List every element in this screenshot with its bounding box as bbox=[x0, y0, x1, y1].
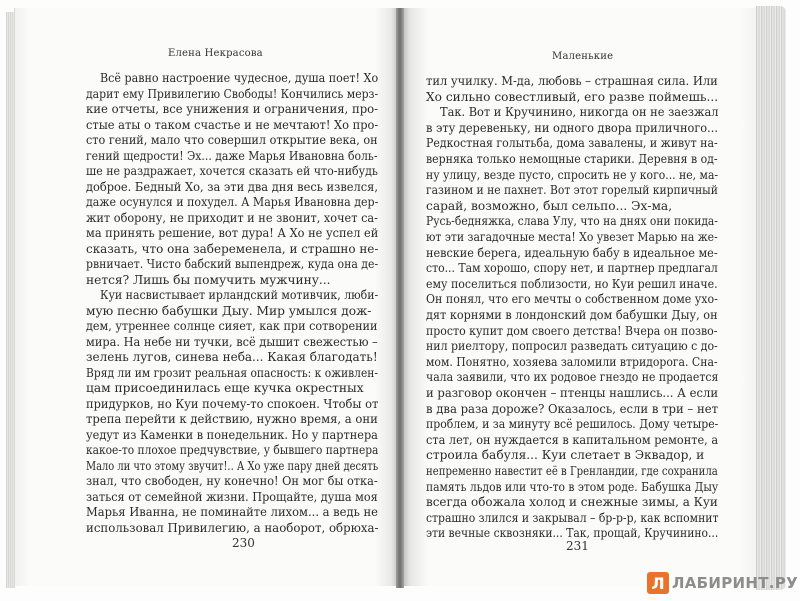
text-line: невские берега, идеальную бабу в идеальное ме- bbox=[426, 245, 718, 260]
text-line: сто... Там хорошо, спору нет, и партнер предлагал bbox=[426, 261, 718, 276]
text-line: придурков, но Куи почему-то спокоен. Чтобы от bbox=[86, 396, 379, 411]
text-line: Всё равно настроение чудесное, душа поет! Хо bbox=[100, 71, 379, 85]
text-line: гений щедрости! Эх... даже Марья Ивановна боль- bbox=[86, 148, 378, 163]
text-line: сказать, что она забеременела, и страшно не- bbox=[86, 241, 379, 256]
text-line: мира. На небе ни тучки, всё дышит свежестью – bbox=[86, 334, 378, 349]
right-page-number: 231 bbox=[566, 539, 589, 553]
text-line: дем, утреннее солнце сияет, как при сотворении bbox=[86, 319, 378, 333]
text-line: и разговор окончен – птенцы нашлись... А если bbox=[426, 386, 719, 400]
text-line: ста лет, он нуждается в капитальном ремонте, а bbox=[426, 432, 719, 447]
text-line: Мало ли что этому звучит!.. А Хо уже пару дней десять bbox=[86, 458, 379, 473]
text-line: зелень лугов, синева неба... Какая благодать! bbox=[86, 350, 378, 364]
text-line: тил училку. М-да, любовь – страшная сила. Или bbox=[426, 74, 718, 88]
text-line: нется? Лишь бы помучить мужчину... bbox=[86, 272, 331, 287]
text-line: Русь-бедняжка, слава Улу, что на днях они покида- bbox=[426, 214, 718, 229]
text-line: ма принять решение, вот дура! А Хо не успел ей bbox=[86, 226, 379, 240]
book-gutter bbox=[396, 8, 404, 588]
text-line: заться от семейной жизни. Прощайте, душа моя bbox=[86, 489, 378, 504]
text-line: рвничает. Чисто бабский выпендреж, куда она де- bbox=[86, 257, 379, 271]
text-line: проблем, и за минуту всё решилось. Дому четыре- bbox=[426, 417, 719, 432]
text-line: кие отчеты, все унижения и ограничения, про- bbox=[86, 102, 379, 116]
left-running-head: Елена Некрасова bbox=[168, 48, 263, 59]
text-line: чала заявили, что их родовое гнездо не продается bbox=[426, 370, 719, 385]
text-line: Так. Вот и Кручинино, никогда он не заезжал bbox=[440, 105, 719, 120]
text-line: использовал Привилегию, а наоборот, обрюха- bbox=[86, 520, 379, 535]
text-line: память льдов или что-то в этом роде. Бабушка Дыу bbox=[426, 479, 719, 494]
text-line: Он понял, что его мечты о собственном доме ухо- bbox=[426, 292, 718, 307]
text-line: просто купит дом своего детства! Вчера он позво- bbox=[426, 323, 718, 338]
text-line: сто гений, мало что совершил открытие века, он bbox=[86, 133, 378, 147]
text-line: трепа перейти к действию, нужно время, а они bbox=[86, 412, 378, 426]
right-page-edges bbox=[756, 6, 786, 590]
text-line: дят корнями в лондонский дом бабушки Дыу, он bbox=[426, 308, 718, 322]
text-line: Марья Иванна, не поминайте лихом... а ведь не bbox=[86, 505, 379, 519]
text-line: ему поселиться поблизости, но Куи решил иначе. bbox=[426, 276, 718, 291]
text-line: строила бабуля... Куи слетает в Эквадор, и bbox=[426, 448, 705, 463]
left-page-number: 230 bbox=[232, 536, 255, 550]
labirint-logo-icon: Л bbox=[647, 572, 669, 594]
text-line: газином и не пахнет. Вот этот горелый кирпичный bbox=[426, 183, 718, 198]
text-line: непременно навестит её в Гренландии, где сохранила bbox=[426, 464, 718, 478]
text-line: дарит ему Привилегию Свободы! Кончились мерз- bbox=[86, 86, 379, 101]
text-line: доброе. Бедный Хо, за эти два дня весь извелся, bbox=[86, 179, 379, 194]
text-line: страшно злился и закрывал – бр-р-р, как вспомнит bbox=[426, 510, 719, 525]
text-line: даже осунулся и похудел. А Марья Ивановна дер- bbox=[86, 195, 379, 209]
text-line: цам присоединилась еще кучка окрестных bbox=[86, 381, 364, 395]
text-line: мую песню бабушки Дыу. Мир умылся дож- bbox=[86, 303, 372, 318]
text-line: нил риелтору, попросил разведать ситуацию с до- bbox=[426, 339, 718, 354]
right-running-head: Маленькие bbox=[552, 51, 614, 62]
text-line: мом. Понятно, хозяева заломили втридорога. Сна- bbox=[426, 354, 718, 369]
text-line: знал, что свободен, ну конечно! Он мог бы отка- bbox=[86, 474, 378, 488]
text-line: ют эти загадочные места! Хо увезет Марью на же- bbox=[426, 230, 718, 244]
text-line: верняка только немощные старики. Деревня в од- bbox=[426, 152, 718, 166]
text-line: эти вечные сквозняки... Так, прощай, Кручинино... bbox=[426, 526, 719, 541]
text-line: Хо сильно совестливый, его разве поймешь... bbox=[426, 89, 719, 104]
text-line: стые аты о таком счастье и не мечтают! Хо про- bbox=[86, 117, 379, 132]
text-line: ну улицу, везде пусто, спросить не у кого... не, ма- bbox=[426, 167, 719, 182]
text-line: уедут из Каменки в понедельник. Но у партнера bbox=[86, 427, 378, 442]
text-line: какое-то плохое предчувствие, у бывшего партнера bbox=[86, 443, 379, 457]
text-line: Редкостная голытьба, дома завалены, и живут на- bbox=[426, 136, 718, 151]
text-line: в эту деревеньку, ни одного двора приличного... bbox=[426, 120, 718, 135]
text-line: всегда обожала холод и снежные зимы, а Куи bbox=[426, 495, 718, 510]
text-line: в два раза дороже? Оказалось, если в три – нет bbox=[426, 401, 719, 416]
watermark-text: ЛАБИРИНТ.РУ bbox=[672, 574, 798, 592]
text-line: Вряд ли им грозит реальная опасность: к оживлен- bbox=[86, 365, 379, 380]
text-line: жит оборону, не приходит и не звонит, хочет са- bbox=[86, 210, 378, 225]
text-line: ше не раздражает, хочется сказать ей что-нибудь bbox=[86, 164, 378, 178]
text-line: сарай, возможно, был сельпо... Эх-ма, bbox=[426, 198, 673, 213]
text-line: Куи насвистывает ирландский мотивчик, люби- bbox=[100, 288, 379, 302]
